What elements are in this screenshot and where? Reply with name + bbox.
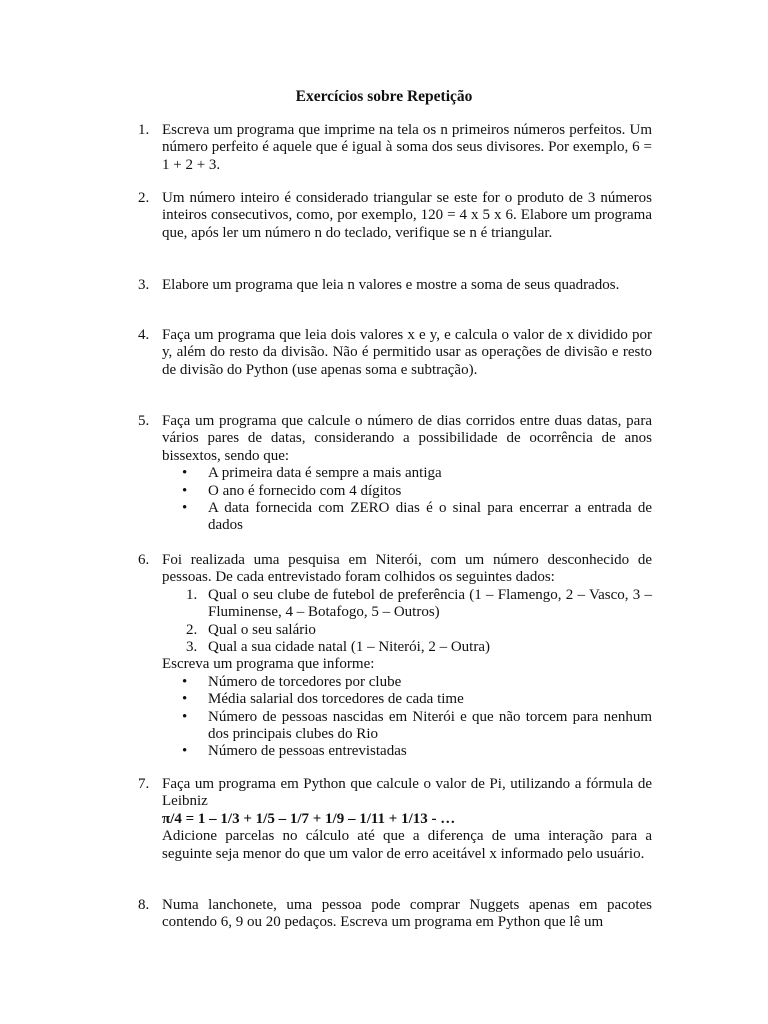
exercise-text: Faça um programa em Python que calcule o valor de Pi, utilizando a fórmula de Leibniz	[162, 776, 652, 810]
exercise-text: Elabore um programa que leia n valores e mostre a soma de seus quadrados.	[162, 277, 620, 293]
exercise-2	[138, 190, 652, 242]
exercise-text: Numa lanchonete, uma pessoa pode comprar Nuggets apenas em pacotes contendo 6, 9 ou 20 pedaços. Escreva um programa em Python que lê um	[162, 897, 652, 931]
exercise-number: 3.	[138, 277, 150, 293]
exercise-text: Faça um programa que leia dois valores x e y, e calcula o valor de x dividido por y, além do resto da divisão. Não é permitido usar as operações de divisão e resto de divisão do Python (use apenas soma e subtração).	[162, 327, 652, 378]
exercise-6	[138, 552, 652, 761]
list-item: 1. Qual o seu clube de futebol de preferência (1 – Flamengo, 2 – Vasco, 3 – Fluminense, 4 – Botafogo, 5 – Outros)	[186, 586, 652, 621]
list-item: • A primeira data é sempre a mais antiga	[182, 465, 442, 482]
exercise-number: 7.	[138, 776, 150, 792]
exercise-number: 8.	[138, 897, 150, 913]
list-item: 3. Qual a sua cidade natal (1 – Niterói, 2 – Outra)	[186, 639, 490, 656]
list-item: • Número de torcedores por clube	[182, 673, 402, 690]
exercise-text: Faça um programa que calcule o número de dias corridos entre duas datas, para vários pares de datas, considerando a possibilidade de ocorrência de anos bissextos, sendo que:	[162, 413, 652, 464]
list-item: • A data fornecida com ZERO dias é o sinal para encerrar a entrada de dados	[182, 500, 652, 534]
list-item: • O ano é fornecido com 4 dígitos	[182, 482, 402, 499]
exercise-number: 5.	[138, 413, 150, 429]
bullet-list	[162, 465, 652, 535]
exercise-8	[138, 897, 652, 932]
exercise-text-2: Adicione parcelas no cálculo até que a diferença de uma interação para a seguinte seja menor do que um valor de erro aceitável x informado pelo usuário.	[162, 828, 652, 862]
exercise-number: 6.	[138, 552, 150, 568]
exercise-number: 2.	[138, 190, 150, 206]
page-title: Exercícios sobre Repetição	[295, 88, 473, 105]
exercise-text: Escreva um programa que imprime na tela os n primeiros números perfeitos. Um número perfeito é aquele que é igual à soma dos seus divisores. Por exemplo, 6 = 1 + 2 + 3.	[162, 122, 652, 173]
exercise-number: 1.	[138, 122, 150, 138]
list-item: 2. Qual o seu salário	[186, 621, 316, 638]
bullet-list	[162, 674, 652, 761]
list-item: • Número de pessoas nascidas em Niterói e que não torcem para nenhum dos principais clubes do Rio	[182, 708, 652, 743]
list-item: • Número de pessoas entrevistadas	[182, 743, 407, 760]
exercise-3	[138, 277, 652, 294]
exercise-7	[138, 776, 652, 863]
list-item: • Média salarial dos torcedores de cada time	[182, 691, 464, 708]
exercise-text-2: Escreva um programa que informe:	[162, 656, 375, 673]
numbered-sublist	[162, 587, 652, 657]
exercise-text: Um número inteiro é considerado triangular se este for o produto de 3 números inteiros consecutivos, como, por exemplo, 120 = 4 x 5 x 6. Elabore um programa que, após ler um número n do teclado, verifique se n é triangular.	[162, 190, 652, 241]
exercise-4	[138, 327, 652, 379]
exercise-number: 4.	[138, 327, 150, 343]
exercise-text: Foi realizada uma pesquisa em Niterói, com um número desconhecido de pessoas. De cada entrevistado foram colhidos os seguintes dados:	[162, 552, 652, 586]
exercise-1	[138, 122, 652, 174]
exercise-5	[138, 413, 652, 535]
leibniz-formula: π/4 = 1 – 1/3 + 1/5 – 1/7 + 1/9 – 1/11 + 1/13 - …	[162, 810, 456, 827]
